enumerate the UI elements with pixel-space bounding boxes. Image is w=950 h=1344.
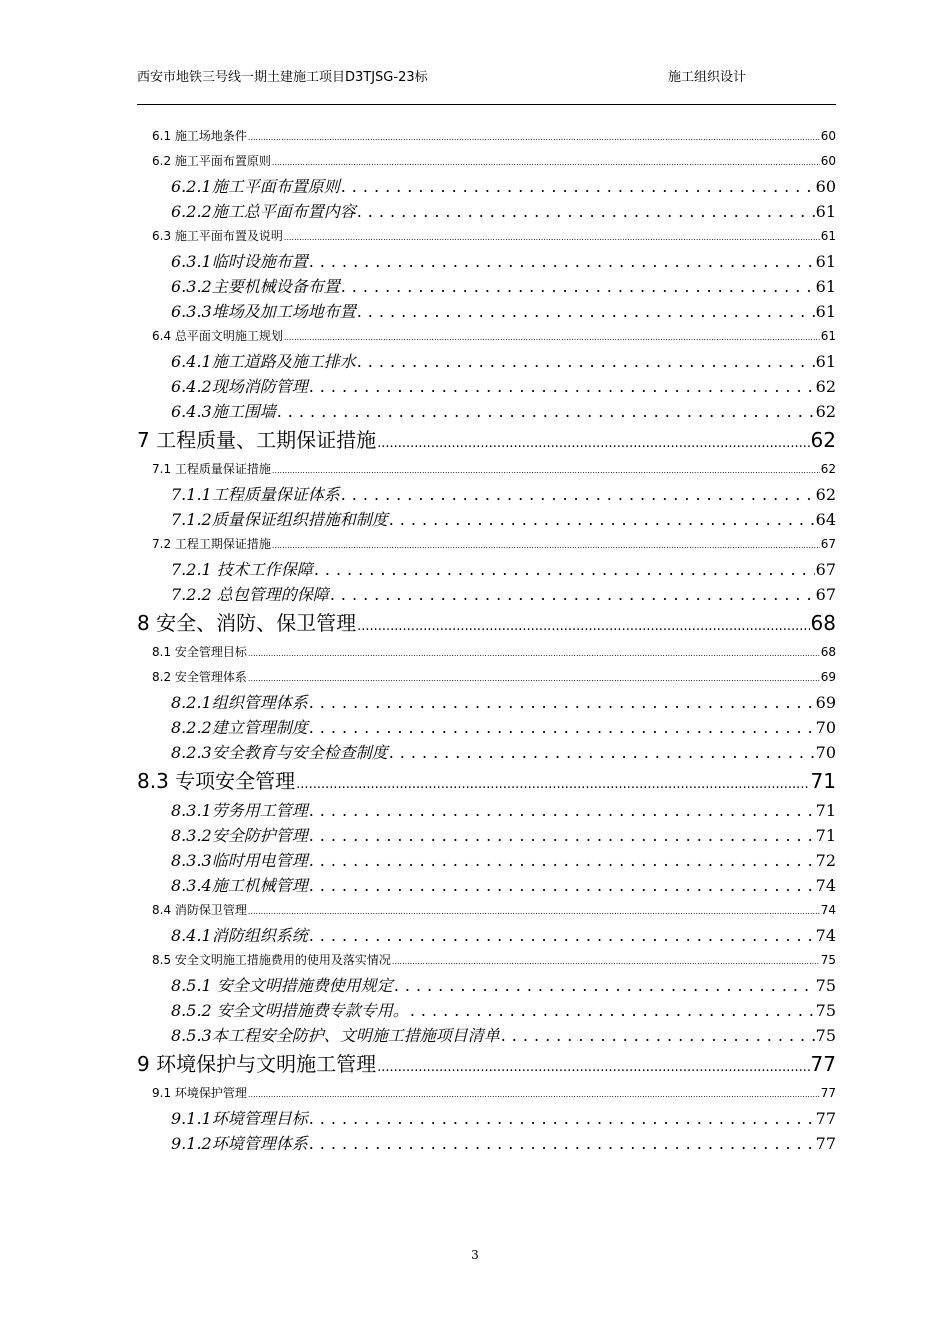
toc-entry-title: 6.4.3施工围墙 — [171, 402, 276, 421]
toc-entry-level-1[interactable] — [137, 1048, 836, 1081]
toc-entry-title: 8.3.1劳务用工管理 — [171, 801, 308, 820]
toc-dot-leader — [341, 174, 815, 199]
toc-dot-leader — [309, 1131, 815, 1156]
toc-entry-level-3[interactable] — [137, 349, 836, 374]
toc-dot-leader — [272, 533, 820, 557]
toc-entry-page: 74 — [815, 926, 836, 945]
toc-entry-level-3[interactable] — [137, 274, 836, 299]
toc-entry-page: 69 — [820, 670, 836, 684]
toc-dot-leader — [309, 798, 815, 823]
toc-entry-page: 75 — [815, 976, 836, 995]
toc-entry-page: 61 — [815, 252, 836, 271]
toc-dot-leader — [341, 482, 815, 507]
toc-dot-leader — [330, 582, 815, 607]
toc-entry-page: 67 — [815, 560, 836, 579]
toc-entry-title: 8.3 专项安全管理 — [137, 769, 296, 793]
toc-entry-level-3[interactable] — [137, 873, 836, 898]
toc-dot-leader — [284, 225, 820, 249]
toc-entry-title: 8.1 安全管理目标 — [152, 645, 247, 659]
toc-entry-page: 75 — [820, 953, 836, 967]
toc-entry-page: 62 — [820, 462, 836, 476]
toc-dot-leader — [248, 899, 820, 923]
toc-entry-title: 6.3 施工平面布置及说明 — [152, 229, 283, 243]
toc-entry-level-3[interactable] — [137, 998, 836, 1023]
toc-entry-title: 8.2.3安全教育与安全检查制度 — [171, 743, 388, 762]
toc-entry-title: 6.4.2现场消防管理 — [171, 377, 308, 396]
toc-entry-page: 64 — [815, 510, 836, 529]
toc-dot-leader — [341, 274, 815, 299]
toc-dot-leader — [277, 399, 815, 424]
toc-dot-leader — [357, 299, 815, 324]
toc-entry-level-3[interactable] — [137, 973, 836, 998]
toc-entry-page: 67 — [820, 537, 836, 551]
toc-dot-leader — [248, 125, 820, 149]
toc-entry-level-2[interactable] — [137, 1081, 836, 1106]
toc-entry-level-3[interactable] — [137, 740, 836, 765]
toc-dot-leader — [377, 1051, 809, 1081]
toc-dot-leader — [309, 374, 815, 399]
toc-entry-title: 6.2.1施工平面布置原则 — [171, 177, 340, 196]
toc-entry-level-2[interactable] — [137, 948, 836, 973]
header-divider — [137, 104, 836, 105]
toc-entry-level-3[interactable] — [137, 557, 836, 582]
toc-entry-page: 62 — [815, 377, 836, 396]
table-of-contents — [137, 124, 836, 1156]
toc-entry-title: 9.1.1环境管理目标 — [171, 1109, 308, 1128]
toc-entry-title: 7.1.2质量保证组织措施和制度 — [171, 510, 388, 529]
toc-dot-leader — [309, 690, 815, 715]
toc-entry-level-2[interactable] — [137, 640, 836, 665]
toc-entry-page: 75 — [815, 1026, 836, 1045]
toc-dot-leader — [314, 557, 815, 582]
toc-entry-title: 6.3.2主要机械设备布置 — [171, 277, 340, 296]
toc-entry-level-3[interactable] — [137, 690, 836, 715]
toc-dot-leader — [309, 823, 815, 848]
toc-entry-page: 67 — [815, 585, 836, 604]
toc-dot-leader — [248, 641, 820, 665]
toc-dot-leader — [501, 1023, 815, 1048]
toc-dot-leader — [357, 610, 809, 640]
header-document-title: 施工组织设计 — [668, 70, 747, 85]
toc-dot-leader — [284, 325, 820, 349]
toc-entry-level-3[interactable] — [137, 199, 836, 224]
page-header — [137, 66, 836, 86]
toc-entry-title: 8.2.1组织管理体系 — [171, 693, 308, 712]
toc-entry-level-3[interactable] — [137, 249, 836, 274]
toc-entry-title: 8.5.1 安全文明措施费使用规定 — [171, 976, 393, 995]
toc-dot-leader — [296, 768, 809, 798]
toc-entry-level-1[interactable] — [137, 607, 836, 640]
toc-dot-leader — [309, 715, 815, 740]
toc-entry-page: 61 — [815, 302, 836, 321]
toc-entry-page: 77 — [815, 1109, 836, 1128]
toc-entry-page: 60 — [820, 129, 836, 143]
toc-entry-level-3[interactable] — [137, 374, 836, 399]
toc-entry-title: 7 工程质量、工期保证措施 — [137, 428, 377, 452]
toc-entry-page: 77 — [810, 1052, 836, 1076]
toc-entry-page: 61 — [815, 277, 836, 296]
toc-entry-title: 6.4 总平面文明施工规划 — [152, 329, 283, 343]
toc-entry-page: 74 — [815, 876, 836, 895]
toc-entry-title: 6.3.1临时设施布置 — [171, 252, 308, 271]
toc-dot-leader — [394, 973, 815, 998]
toc-entry-page: 77 — [820, 1086, 836, 1100]
toc-entry-title: 7.2.2 总包管理的保障 — [171, 585, 329, 604]
toc-entry-page: 74 — [820, 903, 836, 917]
toc-entry-level-3[interactable] — [137, 715, 836, 740]
toc-dot-leader — [389, 507, 815, 532]
toc-dot-leader — [248, 666, 820, 690]
toc-dot-leader — [248, 1082, 820, 1106]
toc-entry-page: 77 — [815, 1134, 836, 1153]
toc-entry-title: 7.1 工程质量保证措施 — [152, 462, 271, 476]
toc-entry-level-2[interactable] — [137, 532, 836, 557]
toc-entry-title: 9 环境保护与文明施工管理 — [137, 1052, 377, 1076]
toc-entry-page: 71 — [810, 769, 836, 793]
toc-entry-level-3[interactable] — [137, 848, 836, 873]
toc-entry-level-3[interactable] — [137, 582, 836, 607]
toc-entry-page: 71 — [815, 826, 836, 845]
toc-entry-title: 7.2.1 技术工作保障 — [171, 560, 313, 579]
toc-entry-page: 60 — [815, 177, 836, 196]
toc-entry-title: 8.5.3本工程安全防护、文明施工措施项目清单 — [171, 1026, 500, 1045]
toc-entry-level-1[interactable] — [137, 765, 836, 798]
header-project-title: 西安市地铁三号线一期土建施工项目D3TJSG-23标 — [137, 70, 428, 85]
toc-entry-title: 8.4.1消防组织系统 — [171, 926, 308, 945]
toc-dot-leader — [309, 923, 815, 948]
toc-entry-page: 61 — [820, 329, 836, 343]
toc-dot-leader — [410, 998, 815, 1023]
toc-entry-title: 6.3.3堆场及加工场地布置 — [171, 302, 356, 321]
toc-entry-level-3[interactable] — [137, 1106, 836, 1131]
toc-entry-page: 70 — [815, 743, 836, 762]
toc-entry-title: 6.1 施工场地条件 — [152, 129, 247, 143]
toc-entry-page: 68 — [820, 645, 836, 659]
toc-entry-page: 72 — [815, 851, 836, 870]
toc-entry-title: 6.2 施工平面布置原则 — [152, 154, 271, 168]
toc-entry-page: 62 — [810, 428, 836, 452]
toc-entry-level-2[interactable] — [137, 665, 836, 690]
toc-entry-page: 71 — [815, 801, 836, 820]
toc-entry-level-3[interactable] — [137, 1131, 836, 1156]
toc-dot-leader — [309, 848, 815, 873]
toc-dot-leader — [272, 458, 820, 482]
toc-dot-leader — [309, 873, 815, 898]
toc-entry-page: 61 — [815, 202, 836, 221]
toc-entry-level-3[interactable] — [137, 399, 836, 424]
toc-entry-title: 6.2.2施工总平面布置内容 — [171, 202, 356, 221]
toc-entry-title: 7.2 工程工期保证措施 — [152, 537, 271, 551]
toc-dot-leader — [309, 1106, 815, 1131]
toc-dot-leader — [357, 199, 815, 224]
toc-entry-title: 8 安全、消防、保卫管理 — [137, 611, 357, 635]
toc-dot-leader — [389, 740, 815, 765]
toc-dot-leader — [272, 150, 820, 174]
toc-entry-level-2[interactable] — [137, 457, 836, 482]
toc-entry-page: 75 — [815, 1001, 836, 1020]
toc-entry-title: 8.3.4施工机械管理 — [171, 876, 308, 895]
toc-entry-page: 60 — [820, 154, 836, 168]
toc-entry-title: 7.1.1工程质量保证体系 — [171, 485, 340, 504]
toc-entry-level-3[interactable] — [137, 299, 836, 324]
toc-entry-level-1[interactable] — [137, 424, 836, 457]
toc-entry-title: 6.4.1施工道路及施工排水 — [171, 352, 356, 371]
toc-entry-title: 9.1 环境保护管理 — [152, 1086, 247, 1100]
toc-dot-leader — [309, 249, 815, 274]
toc-entry-level-2[interactable] — [137, 224, 836, 249]
toc-entry-title: 8.2 安全管理体系 — [152, 670, 247, 684]
page-number: 3 — [471, 1248, 479, 1262]
toc-entry-page: 68 — [810, 611, 836, 635]
toc-entry-page: 62 — [815, 402, 836, 421]
toc-dot-leader — [392, 949, 820, 973]
toc-entry-level-3[interactable] — [137, 923, 836, 948]
toc-entry-level-2[interactable] — [137, 898, 836, 923]
toc-entry-level-3[interactable] — [137, 507, 836, 532]
toc-entry-page: 69 — [815, 693, 836, 712]
toc-entry-title: 8.3.3临时用电管理 — [171, 851, 308, 870]
toc-entry-level-3[interactable] — [137, 823, 836, 848]
toc-dot-leader — [377, 427, 809, 457]
toc-entry-level-2[interactable] — [137, 324, 836, 349]
toc-entry-level-3[interactable] — [137, 798, 836, 823]
toc-entry-page: 61 — [815, 352, 836, 371]
toc-entry-page: 61 — [820, 229, 836, 243]
toc-entry-title: 8.4 消防保卫管理 — [152, 903, 247, 917]
toc-entry-page: 70 — [815, 718, 836, 737]
toc-entry-title: 9.1.2环境管理体系 — [171, 1134, 308, 1153]
toc-entry-level-3[interactable] — [137, 174, 836, 199]
toc-entry-page: 62 — [815, 485, 836, 504]
toc-entry-level-2[interactable] — [137, 149, 836, 174]
toc-entry-title: 8.5 安全文明施工措施费用的使用及落实情况 — [152, 953, 391, 967]
toc-entry-title: 8.5.2 安全文明措施费专款专用。 — [171, 1001, 409, 1020]
toc-entry-level-3[interactable] — [137, 482, 836, 507]
toc-dot-leader — [357, 349, 815, 374]
toc-entry-title: 8.2.2建立管理制度 — [171, 718, 308, 737]
toc-entry-level-2[interactable] — [137, 124, 836, 149]
toc-entry-title: 8.3.2安全防护管理 — [171, 826, 308, 845]
toc-entry-level-3[interactable] — [137, 1023, 836, 1048]
